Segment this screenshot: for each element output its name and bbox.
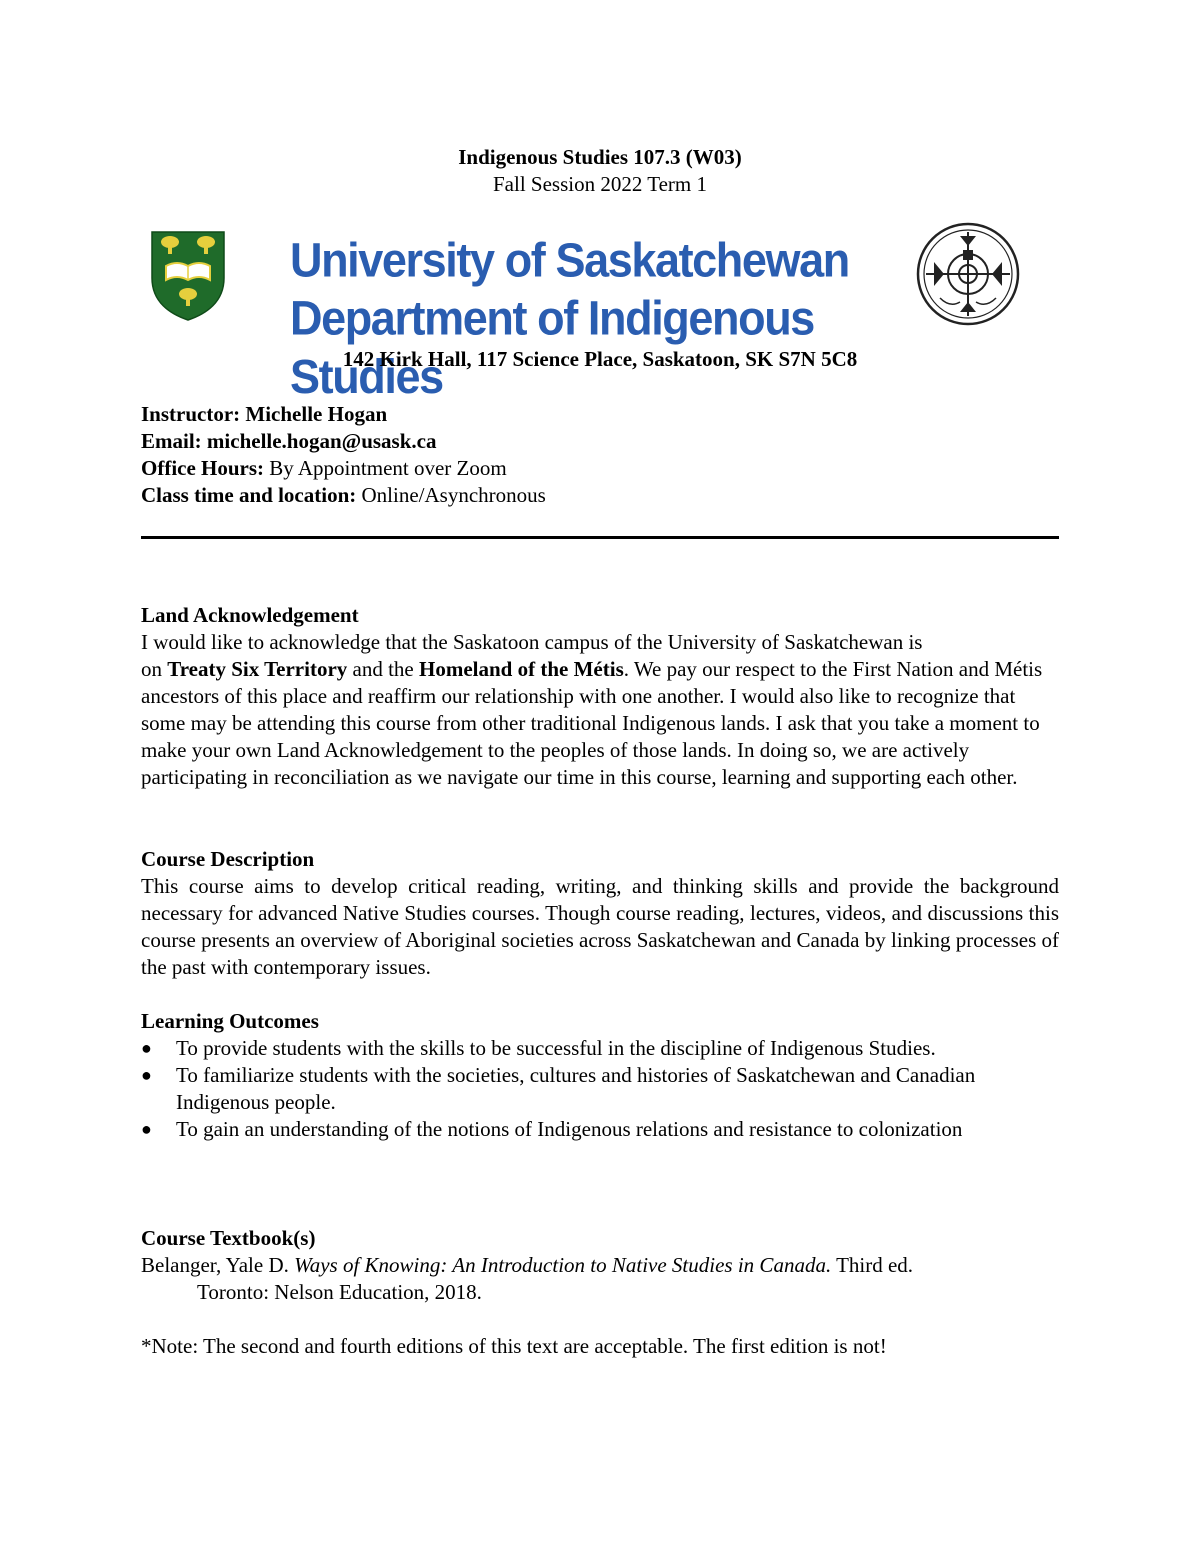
textbook-citation [141,1252,1059,1279]
textbook-edition: Third ed. [831,1253,914,1277]
email-value[interactable]: michelle.hogan@usask.ca [206,429,437,453]
class-time-value: Online/Asynchronous [361,483,546,507]
learning-outcomes-heading: Learning Outcomes [141,1009,319,1033]
office-hours-value: By Appointment over Zoom [269,456,507,480]
banner-line-university: University of Saskatchewan [290,232,849,288]
class-time-line [141,482,1061,509]
land-text-pre: on [141,657,168,681]
textbook-title: Ways of Knowing: An Introduction to Native Studies in Canada. [294,1253,832,1277]
textbook-author: Belanger, Yale D. [141,1253,295,1277]
textbook-note: *Note: The second and fourth editions of this text are acceptable. The first edition is not! [141,1334,887,1358]
course-textbook-section [141,1225,1059,1306]
university-crest-icon [148,228,228,322]
learning-outcomes-section [141,1008,1059,1143]
textbook-publisher: Toronto: Nelson Education, 2018. [197,1280,482,1304]
land-acknowledgement-section [141,602,1059,791]
email-line [141,428,1061,455]
course-title: Indigenous Studies 107.3 (W03) [458,145,742,169]
course-textbook-heading: Course Textbook(s) [141,1226,316,1250]
bullet-icon: ● [141,1038,152,1058]
bullet-icon: ● [141,1119,152,1139]
treaty-six-territory: Treaty Six Territory [167,657,348,681]
outcome-text: To provide students with the skills to be successful in the discipline of Indigenous Studies. [176,1036,936,1060]
list-item [141,1035,1059,1062]
list-item [141,1062,1059,1116]
land-text-mid: and the [347,657,420,681]
email-label: Email: [141,429,202,453]
horizontal-divider [141,536,1059,539]
course-description-heading: Course Description [141,847,315,871]
department-address: 142 Kirk Hall, 117 Science Place, Saskatoon, SK S7N 5C8 [342,347,858,371]
banner-line-department: Department of Indigenous Studies [290,290,814,404]
department-seal-icon [916,222,1020,326]
learning-outcomes-list [141,1035,1059,1143]
land-acknowledgement-body [141,656,1059,791]
homeland-of-metis: Homeland of the Métis [419,657,624,681]
land-text-post: . We pay our respect to the First Nation and Métis ancestors of this place and reaffirm our relationship with one another. I would also like to recognize that some may be attending this course from other traditional Indigenous lands. I ask that you take a moment to make your own Land Acknowledgement to the peoples of those lands. In doing so, we are actively participating in reconciliation as we navigate our time in this course, learning and supporting each other. [141,657,1043,789]
list-item [141,1116,1059,1143]
outcome-text: To familiarize students with the societies, cultures and histories of Saskatchewan and Canadian Indigenous people. [176,1063,976,1114]
office-hours-line [141,455,1061,482]
instructor-line [141,401,1061,428]
class-time-label: Class time and location: [141,483,357,507]
instructor-value: Michelle Hogan [245,402,388,426]
land-acknowledgement-heading: Land Acknowledgement [141,603,359,627]
bullet-icon: ● [141,1065,152,1085]
office-hours-label: Office Hours: [141,456,265,480]
outcome-text: To gain an understanding of the notions of Indigenous relations and resistance to colonization [176,1117,963,1141]
university-banner [290,231,910,406]
instructor-info [141,401,1061,509]
course-term: Fall Session 2022 Term 1 [493,172,707,196]
course-description-section [141,846,1059,981]
instructor-label: Instructor: [141,402,241,426]
course-description-text: This course aims to develop critical reading, writing, and thinking skills and provide the background necessary for advanced Native Studies courses. Though course reading, lectures, videos, and discussions this course presents an overview of Aboriginal societies across Saskatchewan and Canada by linking processes of the past with contemporary issues. [141,874,1059,979]
land-acknowledgement-line1: I would like to acknowledge that the Saskatoon campus of the University of Saskatchewan is [141,630,923,654]
